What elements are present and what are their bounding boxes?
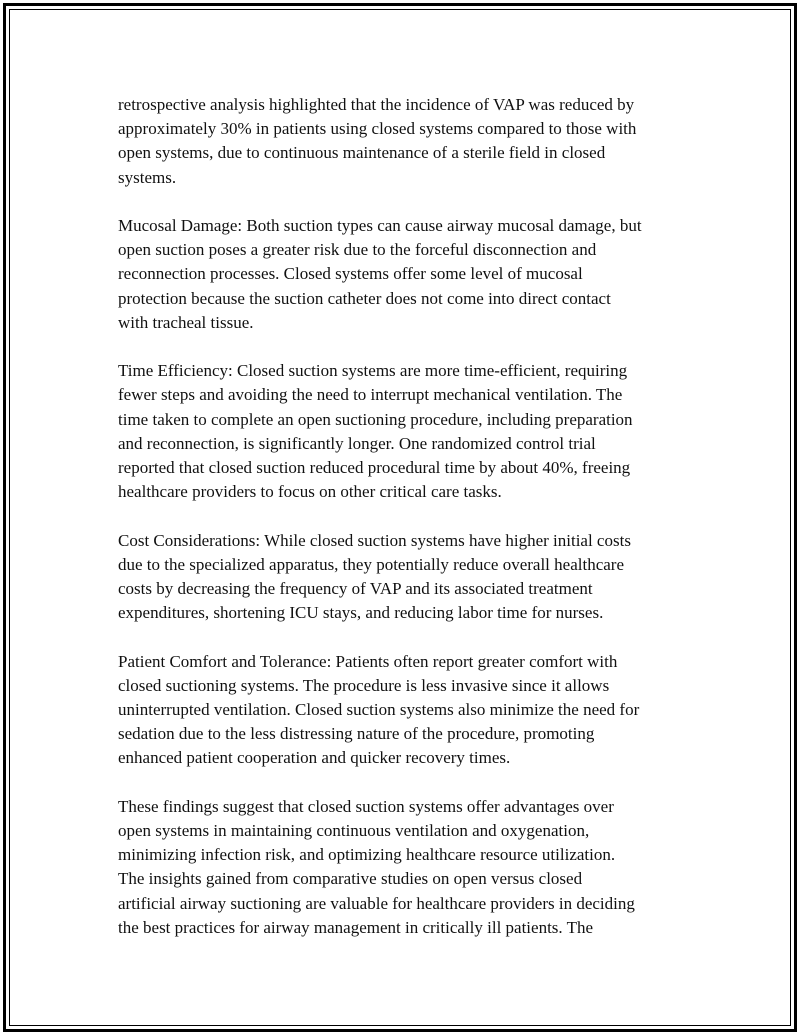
text-line: The insights gained from comparative studies on open versus closed <box>118 869 583 889</box>
text-line: open systems in maintaining continuous ventilation and oxygenation, <box>118 821 590 841</box>
paragraph-time-efficiency <box>118 359 692 504</box>
text-line: protection because the suction catheter does not come into direct contact <box>118 288 611 308</box>
text-line: due to the specialized apparatus, they potentially reduce overall healthcare <box>118 554 624 574</box>
paragraph-vap-analysis <box>118 93 692 190</box>
text-line: expenditures, shortening ICU stays, and reducing labor time for nurses. <box>118 603 604 623</box>
paragraph-findings-summary <box>118 795 692 940</box>
text-line: and reconnection, is significantly longer. One randomized control trial <box>118 433 596 453</box>
text-line: with tracheal tissue. <box>118 312 254 332</box>
text-line: time taken to complete an open suctioning procedure, including preparation <box>118 409 633 429</box>
text-line: reported that closed suction reduced procedural time by about 40%, freeing <box>118 458 631 478</box>
text-line: artificial airway suctioning are valuable for healthcare providers in deciding <box>118 893 635 913</box>
text-line: enhanced patient cooperation and quicker recovery times. <box>118 748 511 768</box>
text-line: retrospective analysis highlighted that the incidence of VAP was reduced by <box>118 95 635 114</box>
text-line: Cost Considerations: While closed suction systems have higher initial costs <box>118 530 631 550</box>
text-line: approximately 30% in patients using closed systems compared to those with <box>118 119 637 139</box>
text-line: the best practices for airway management in critically ill patients. The <box>118 917 594 937</box>
text-line: Patient Comfort and Tolerance: Patients often report greater comfort with <box>118 651 618 671</box>
text-line: sedation due to the less distressing nature of the procedure, promoting <box>118 724 595 744</box>
text-line: open systems, due to continuous maintenance of a sterile field in closed <box>118 143 606 163</box>
text-line: systems. <box>118 167 177 187</box>
text-line: fewer steps and avoiding the need to interrupt mechanical ventilation. The <box>118 385 623 405</box>
text-line: healthcare providers to focus on other critical care tasks. <box>118 482 502 502</box>
text-line: minimizing infection risk, and optimizing healthcare resource utilization. <box>118 845 616 865</box>
text-line: These findings suggest that closed suction systems offer advantages over <box>118 796 614 816</box>
text-line: Mucosal Damage: Both suction types can cause airway mucosal damage, but <box>118 216 642 235</box>
paragraph-mucosal-damage <box>118 214 692 335</box>
text-line: uninterrupted ventilation. Closed suction systems also minimize the need for <box>118 700 640 720</box>
text-line: reconnection processes. Closed systems offer some level of mucosal <box>118 264 583 284</box>
text-line: costs by decreasing the frequency of VAP and its associated treatment <box>118 579 593 599</box>
document-body <box>118 93 692 940</box>
text-line: closed suctioning systems. The procedure is less invasive since it allows <box>118 675 610 695</box>
paragraph-patient-comfort <box>118 650 692 771</box>
paragraph-cost-considerations <box>118 529 692 626</box>
text-line: Time Efficiency: Closed suction systems are more time-efficient, requiring <box>118 361 628 381</box>
text-line: open suction poses a greater risk due to the forceful disconnection and <box>118 240 597 260</box>
